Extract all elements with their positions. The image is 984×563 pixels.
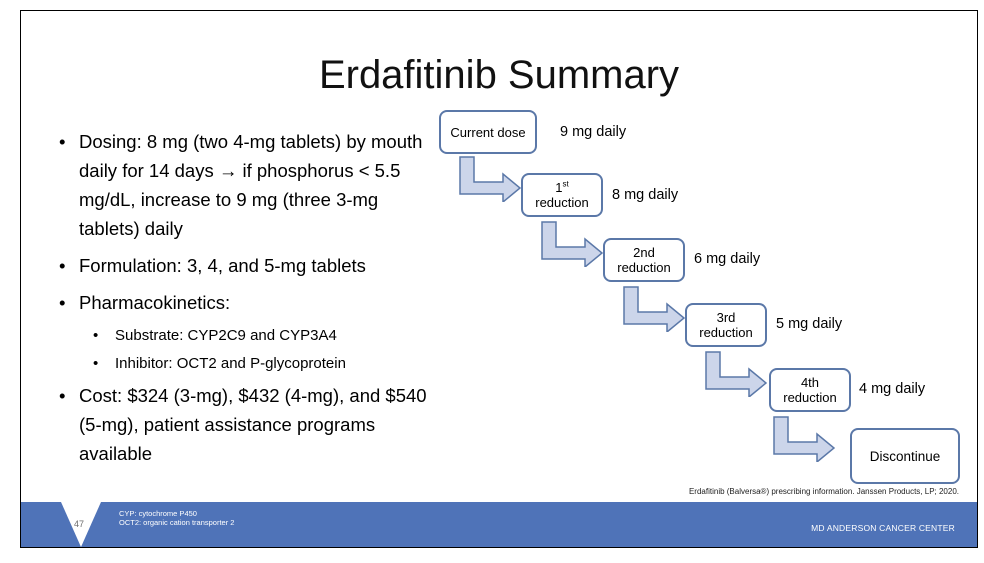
organization-name: MD ANDERSON CANCER CENTER [811,523,955,533]
dose-4th-reduction: 4 mg daily [859,381,926,397]
bullet-dosing: • Dosing: 8 mg (two 4-mg tablets) by mouth daily for 14 days → if phosphorus < 5.5 mg/dL, increase to 9 mg (three 3-mg tablets) daily [59,127,429,243]
slide-title: Erdafitinib Summary [318,53,680,97]
slide [20,10,978,548]
bullet-list [59,127,429,476]
dose-2nd-reduction: 6 mg daily [694,251,761,267]
step-discontinue: Discontinue [850,428,960,484]
step-arrow-2 [541,221,603,267]
step-3rd-reduction: 3rd reduction [685,303,767,347]
footer-bar [21,502,977,547]
bullet-pharmacokinetics: • Pharmacokinetics: [59,288,429,317]
bullet-cost: • Cost: $324 (3-mg), $432 (4-mg), and $540 (5-mg), patient assistance programs available [59,381,429,468]
dose-3rd-reduction: 5 mg daily [776,316,843,332]
step-4th-reduction: 4th reduction [769,368,851,412]
dose-1st-reduction: 8 mg daily [612,187,679,203]
abbreviations [119,509,234,527]
step-arrow-5 [773,416,835,462]
abbreviation-oct2: OCT2: organic cation transporter 2 [119,518,235,527]
step-arrow-1 [459,156,521,202]
citation: Erdafitinib (Balversa®) prescribing information. Janssen Products, LP; 2020. [688,487,959,496]
abbreviation-cyp: CYP: cytochrome P450 [119,509,197,518]
step-1st-reduction: 1st reduction [521,173,603,217]
sub-bullet-inhibitor: • Inhibitor: OCT2 and P-glycoprotein [59,353,429,375]
slide-number: 47 [74,519,85,529]
dose-current: 9 mg daily [560,124,627,140]
sub-bullet-substrate: • Substrate: CYP2C9 and CYP3A4 [59,325,429,347]
bullet-formulation: • Formulation: 3, 4, and 5-mg tablets [59,251,429,280]
step-current-dose: Current dose [439,110,537,154]
step-arrow-4 [705,351,767,397]
step-2nd-reduction: 2nd reduction [603,238,685,282]
step-arrow-3 [623,286,685,332]
